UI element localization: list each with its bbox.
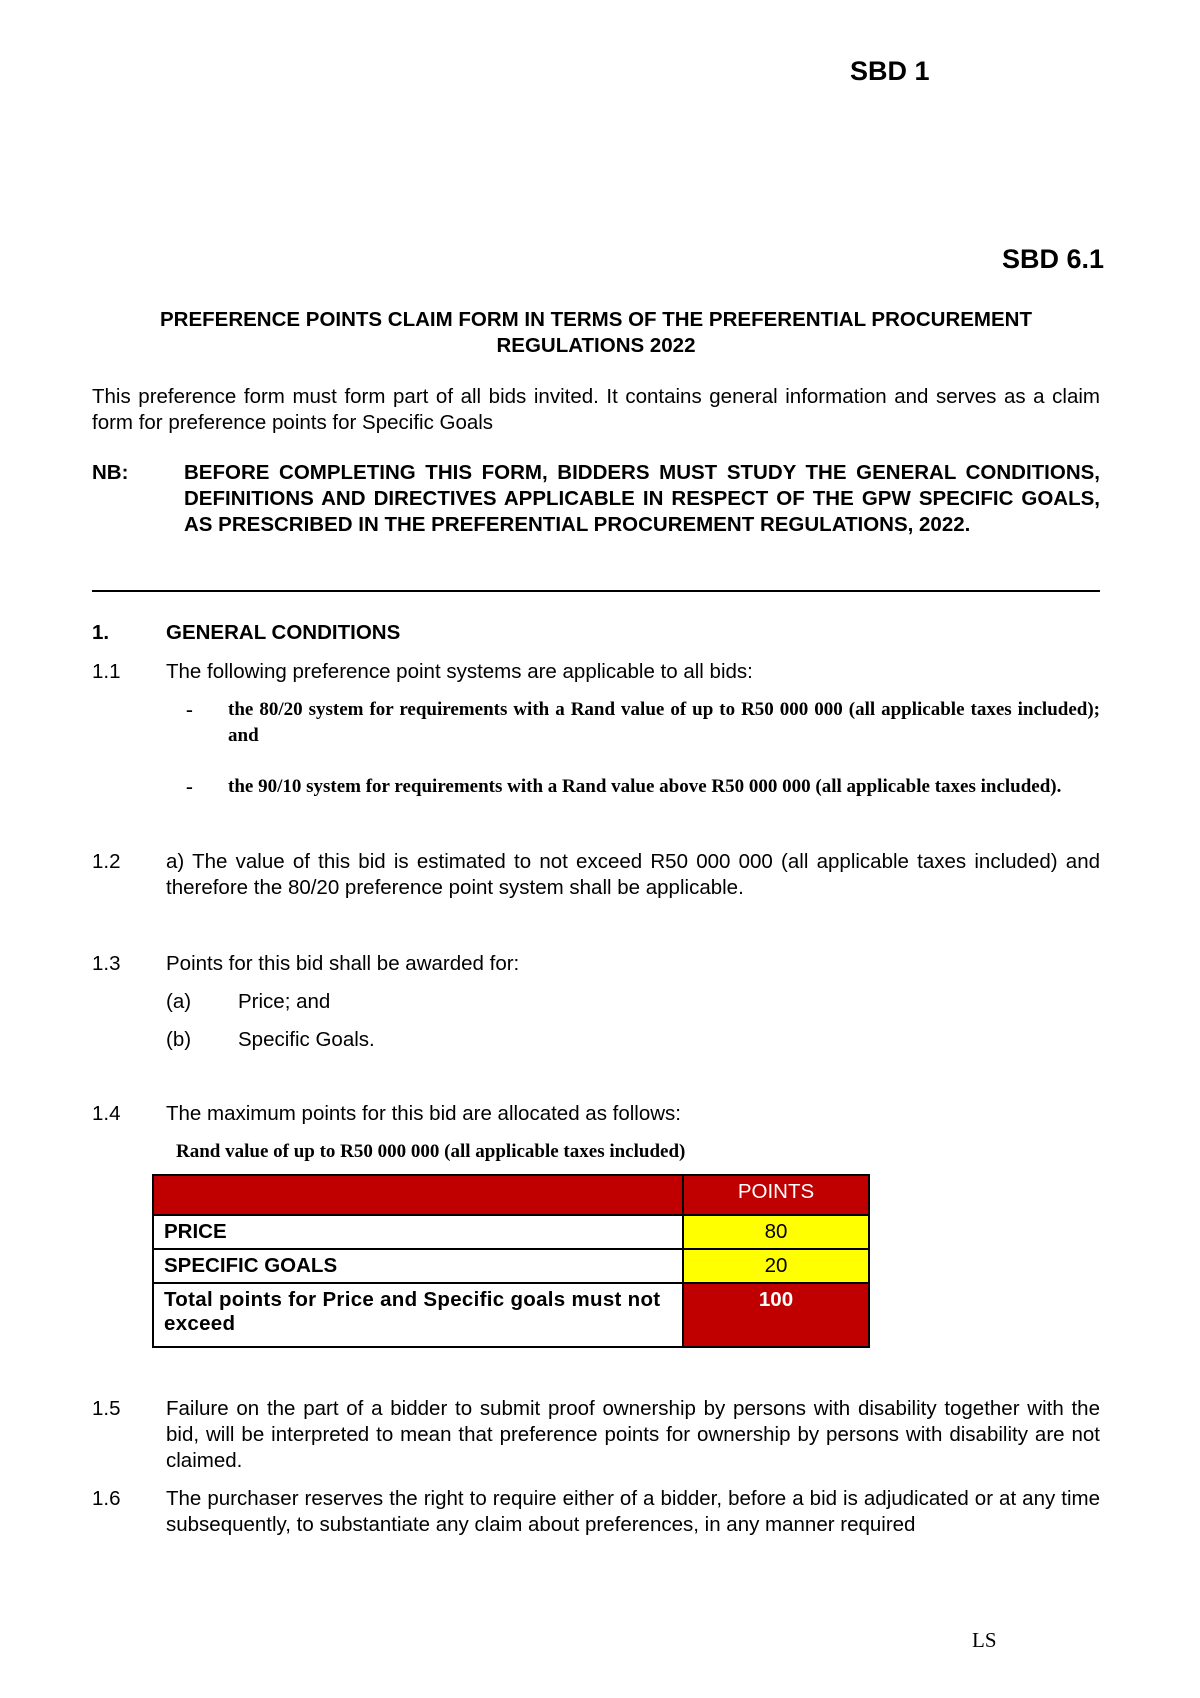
list-item-label: (a) bbox=[166, 990, 192, 1013]
section-divider bbox=[92, 590, 1100, 592]
clause-1-1-text: The following preference point systems are applicable to all bids: bbox=[166, 660, 753, 683]
clause-1-3-text: Points for this bid shall be awarded for: bbox=[166, 952, 520, 975]
bullet-dash: - bbox=[186, 699, 193, 721]
section-number: 1. bbox=[92, 621, 110, 644]
table-header-row bbox=[153, 1175, 869, 1215]
points-table bbox=[152, 1174, 870, 1348]
clause-1-4-text: The maximum points for this bid are allocated as follows: bbox=[166, 1102, 682, 1125]
clause-1-5-text: Failure on the part of a bidder to submit proof ownership by persons with disability together with the bid, will be interpreted to mean that preference points for ownership by persons with disability are not claimed. bbox=[166, 1397, 1100, 1472]
clause-number-1-5: 1.5 bbox=[92, 1397, 121, 1420]
row-label-specific-goals: SPECIFIC GOALS bbox=[153, 1249, 683, 1283]
table-header-blank bbox=[153, 1175, 683, 1215]
section-heading: GENERAL CONDITIONS bbox=[166, 621, 401, 644]
table-caption: Rand value of up to R50 000 000 (all applicable taxes included) bbox=[176, 1141, 686, 1162]
clause-number-1-2: 1.2 bbox=[92, 850, 121, 873]
bullet-80-20-system: the 80/20 system for requirements with a Rand value of up to R50 000 000 (all applicable taxes included); and bbox=[228, 699, 1100, 746]
table-row bbox=[153, 1215, 869, 1249]
clause-1-2-text: a) The value of this bid is estimated to not exceed R50 000 000 (all applicable taxes included) and therefore the 80/20 preference point system shall be applicable. bbox=[166, 850, 1100, 899]
table-total-row bbox=[153, 1283, 869, 1347]
table-row bbox=[153, 1249, 869, 1283]
nb-label: NB: bbox=[92, 461, 129, 484]
clause-number-1-3: 1.3 bbox=[92, 952, 121, 975]
footer-initials: LS bbox=[972, 1628, 997, 1652]
table-header-points: POINTS bbox=[683, 1175, 869, 1215]
list-item-price: Price; and bbox=[238, 990, 331, 1013]
bullet-dash: - bbox=[186, 776, 193, 798]
row-label-total: Total points for Price and Specific goals must not exceed bbox=[153, 1283, 683, 1347]
page-title: PREFERENCE POINTS CLAIM FORM IN TERMS OF THE PREFERENTIAL PROCUREMENT REGULATIONS 2022 bbox=[159, 308, 1033, 357]
row-value-specific-goals: 20 bbox=[683, 1249, 869, 1283]
clause-1-6-text: The purchaser reserves the right to require either of a bidder, before a bid is adjudicated or at any time subsequently, to substantiate any claim about preferences, in any manner required bbox=[166, 1487, 1100, 1536]
list-item-label: (b) bbox=[166, 1028, 192, 1051]
list-item-specific-goals: Specific Goals. bbox=[238, 1028, 375, 1051]
subform-code: SBD 6.1 bbox=[1001, 244, 1104, 274]
form-code: SBD 1 bbox=[850, 56, 930, 86]
intro-paragraph: This preference form must form part of all bids invited. It contains general information and serves as a claim form for preference points for Specific Goals bbox=[92, 385, 1100, 434]
row-value-total: 100 bbox=[683, 1283, 869, 1347]
row-value-price: 80 bbox=[683, 1215, 869, 1249]
bullet-90-10-system: the 90/10 system for requirements with a Rand value above R50 000 000 (all applicable taxes included). bbox=[228, 776, 1062, 797]
row-label-price: PRICE bbox=[153, 1215, 683, 1249]
nb-notice: BEFORE COMPLETING THIS FORM, BIDDERS MUST STUDY THE GENERAL CONDITIONS, DEFINITIONS AND DIRECTIVES APPLICABLE IN RESPECT OF THE GPW SPECIFIC GOALS, AS PRESCRIBED IN THE PREFERENTIAL PROCUREMENT REGULATIONS, 2022. bbox=[184, 461, 1100, 536]
clause-number-1-1: 1.1 bbox=[92, 660, 121, 683]
clause-number-1-6: 1.6 bbox=[92, 1487, 121, 1510]
clause-number-1-4: 1.4 bbox=[92, 1102, 121, 1125]
